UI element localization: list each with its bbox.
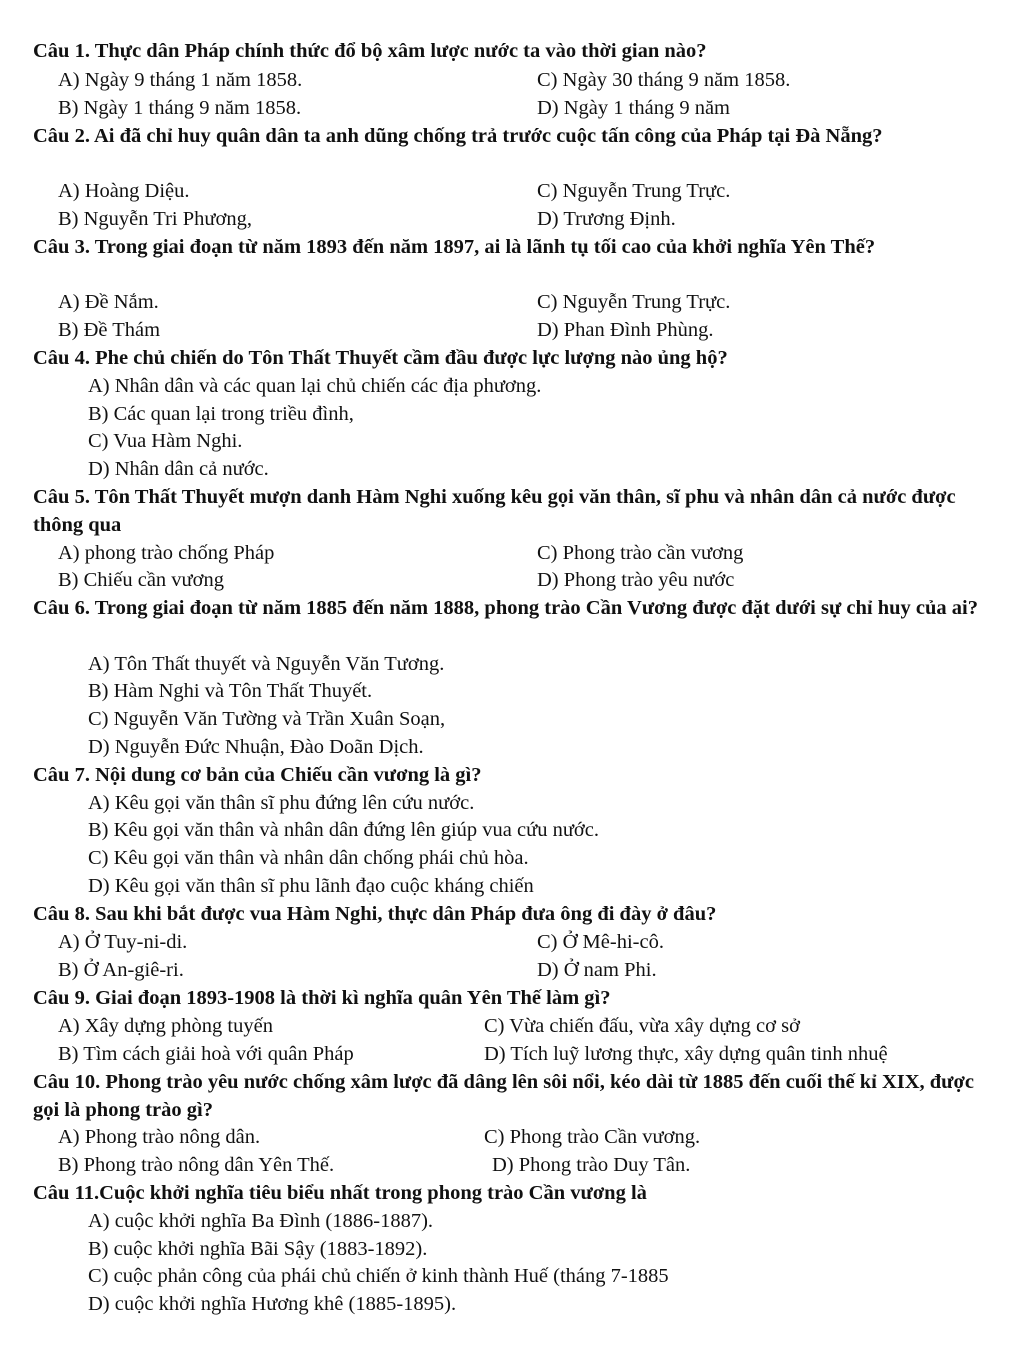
q7-option-b: B) Kêu gọi văn thân và nhân dân đứng lên giúp vua cứu nước. (88, 819, 599, 841)
q5-option-a: A) phong trào chống Pháp (58, 542, 275, 564)
q10-option-d: D) Phong trào Duy Tân. (492, 1154, 691, 1176)
q2-option-b: B) Nguyễn Tri Phương, (58, 208, 252, 230)
q3-option-b: B) Đề Thám (58, 319, 161, 341)
q4-option-b: B) Các quan lại trong triều đình, (88, 403, 354, 425)
q5-option-c: C) Phong trào cần vương (537, 542, 744, 564)
q7-option-a: A) Kêu gọi văn thân sĩ phu đứng lên cứu nước. (88, 792, 475, 814)
question-2: Câu 2. Ai đã chỉ huy quân dân ta anh dũng chống trả trước cuộc tấn công của Pháp tại Đà Nẵng? (33, 125, 883, 147)
q1-option-c: C) Ngày 30 tháng 9 năm 1858. (537, 69, 791, 91)
q3-option-a: A) Đề Nắm. (58, 291, 159, 313)
q6-option-a: A) Tôn Thất thuyết và Nguyễn Văn Tương. (88, 653, 445, 675)
question-9: Câu 9. Giai đoạn 1893-1908 là thời kì nghĩa quân Yên Thế làm gì? (33, 987, 611, 1009)
question-1: Câu 1. Thực dân Pháp chính thức đổ bộ xâm lược nước ta vào thời gian nào? (33, 40, 707, 62)
q1-option-d: D) Ngày 1 tháng 9 năm (537, 97, 730, 119)
question-3: Câu 3. Trong giai đoạn từ năm 1893 đến năm 1897, ai là lãnh tụ tối cao của khởi nghĩa Yên Thế? (33, 236, 876, 258)
question-11: Câu 11.Cuộc khởi nghĩa tiêu biểu nhất trong phong trào Cần vương là (33, 1182, 647, 1204)
q9-option-b: B) Tìm cách giải hoà với quân Pháp (58, 1043, 354, 1065)
q11-option-b: B) cuộc khởi nghĩa Bãi Sậy (1883-1892). (88, 1238, 428, 1260)
question-5: Câu 5. Tôn Thất Thuyết mượn danh Hàm Nghi xuống kêu gọi văn thân, sĩ phu và nhân dân cả nước được thông qua (33, 486, 956, 536)
q1-option-a: A) Ngày 9 tháng 1 năm 1858. (58, 69, 303, 91)
q2-option-a: A) Hoàng Diệu. (58, 180, 190, 202)
q8-option-d: D) Ở nam Phi. (537, 959, 657, 981)
q11-option-d: D) cuộc khởi nghĩa Hương khê (1885-1895). (88, 1293, 457, 1315)
q8-option-b: B) Ở An-giê-ri. (58, 959, 184, 981)
q9-option-d: D) Tích luỹ lương thực, xây dựng quân tinh nhuệ (484, 1043, 888, 1065)
q3-option-c: C) Nguyễn Trung Trực. (537, 291, 731, 313)
q10-option-c: C) Phong trào Cần vương. (484, 1126, 701, 1148)
q2-option-c: C) Nguyễn Trung Trực. (537, 180, 731, 202)
q5-option-d: D) Phong trào yêu nước (537, 569, 735, 591)
q4-option-d: D) Nhân dân cả nước. (88, 458, 269, 480)
q7-option-d: D) Kêu gọi văn thân sĩ phu lãnh đạo cuộc kháng chiến (88, 875, 534, 897)
q8-option-c: C) Ở Mê-hi-cô. (537, 931, 664, 953)
q1-option-b: B) Ngày 1 tháng 9 năm 1858. (58, 97, 302, 119)
q6-option-d: D) Nguyễn Đức Nhuận, Đào Doãn Dịch. (88, 736, 424, 758)
q9-option-a: A) Xây dựng phòng tuyến (58, 1015, 273, 1037)
q6-option-c: C) Nguyễn Văn Tường và Trần Xuân Soạn, (88, 708, 446, 730)
question-10: Câu 10. Phong trào yêu nước chống xâm lược đã dâng lên sôi nổi, kéo dài từ 1885 đến cuối thế kỉ XIX, được gọi là phong trào gì? (33, 1071, 974, 1121)
q11-option-c: C) cuộc phản công của phái chủ chiến ở kinh thành Huế (tháng 7-1885 (88, 1265, 669, 1287)
q2-option-d: D) Trương Định. (537, 208, 676, 230)
q8-option-a: A) Ở Tuy-ni-di. (58, 931, 188, 953)
q9-option-c: C) Vừa chiến đấu, vừa xây dựng cơ sở (484, 1015, 800, 1037)
q10-option-b: B) Phong trào nông dân Yên Thế. (58, 1154, 335, 1176)
q5-option-b: B) Chiếu cần vương (58, 569, 224, 591)
question-7: Câu 7. Nội dung cơ bản của Chiếu cần vương là gì? (33, 764, 482, 786)
q10-option-a: A) Phong trào nông dân. (58, 1126, 261, 1148)
q11-option-a: A) cuộc khởi nghĩa Ba Đình (1886-1887). (88, 1210, 434, 1232)
q6-option-b: B) Hàm Nghi và Tôn Thất Thuyết. (88, 680, 373, 702)
q4-option-c: C) Vua Hàm Nghi. (88, 430, 243, 452)
q7-option-c: C) Kêu gọi văn thân và nhân dân chống phái chủ hòa. (88, 847, 529, 869)
q4-option-a: A) Nhân dân và các quan lại chủ chiến các địa phương. (88, 375, 542, 397)
question-6: Câu 6. Trong giai đoạn từ năm 1885 đến năm 1888, phong trào Cần Vương được đặt dưới sự chỉ huy của ai? (33, 597, 978, 619)
question-4: Câu 4. Phe chủ chiến do Tôn Thất Thuyết cầm đầu được lực lượng nào ủng hộ? (33, 347, 728, 369)
q3-option-d: D) Phan Đình Phùng. (537, 319, 714, 341)
question-8: Câu 8. Sau khi bắt được vua Hàm Nghi, thực dân Pháp đưa ông đi đày ở đâu? (33, 903, 717, 925)
